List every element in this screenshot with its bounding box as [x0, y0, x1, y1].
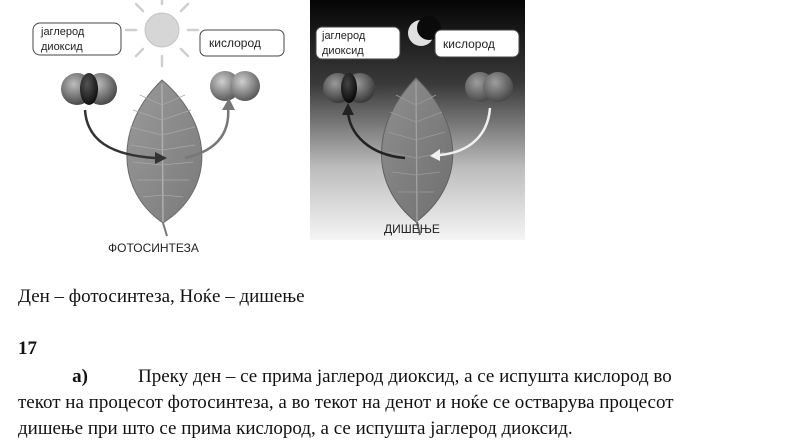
answer-line-1	[18, 364, 778, 390]
co2-label-night-line2: диоксид	[322, 45, 364, 57]
co2-label-line2: диоксид	[41, 41, 83, 53]
co2-label-night-line1: јаглерод	[322, 30, 366, 42]
answer-marker: а)	[72, 366, 88, 387]
o2-label-box-night	[435, 30, 519, 57]
answer-line-2: текот на процесот фотосинтеза, а во текот на денот и ноќе се остварува процесот	[18, 392, 674, 413]
co2-label-box-night	[316, 27, 400, 59]
co2-molecule-night-icon	[323, 73, 375, 103]
question-number: 17	[18, 338, 37, 359]
respiration-diagram	[310, 0, 525, 240]
o2-molecule-night-icon	[465, 72, 513, 102]
o2-label-box	[200, 30, 284, 56]
co2-molecule-icon	[61, 73, 117, 105]
photosynthesis-caption: ФОТОСИНТЕЗА	[108, 241, 199, 255]
day-night-summary: Ден – фотосинтеза, Ноќе – дишење	[18, 286, 305, 307]
answer-line-3: дишење при што се прима кислород, а се испушта јаглерод диоксид.	[18, 418, 573, 439]
photosynthesis-diagram	[15, 0, 295, 260]
o2-label-night: кислород	[443, 37, 495, 51]
answer-block	[18, 364, 778, 442]
o2-label: кислород	[209, 36, 261, 50]
o2-molecule-icon	[210, 71, 260, 101]
co2-label-line1: јаглерод	[41, 26, 85, 38]
answer-line-1-text: Преку ден – се прима јаглерод диоксид, а се испушта кислород во	[138, 366, 672, 387]
sun-icon	[126, 0, 198, 66]
co2-label-box	[33, 23, 121, 55]
respiration-caption: ДИШЕЊЕ	[384, 222, 440, 236]
